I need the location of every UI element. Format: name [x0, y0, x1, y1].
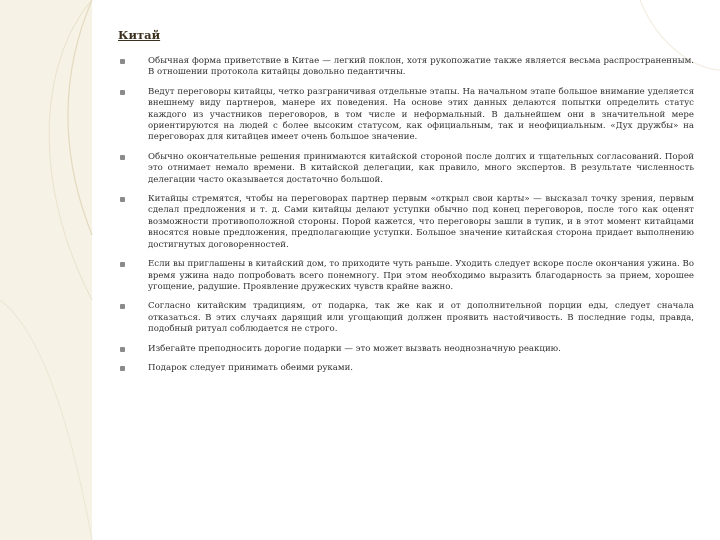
bullet-icon: [120, 262, 125, 267]
list-item-text: Обычно окончательные решения принимаются китайской стороной после долгих и тщательных согласований. Порой это отнимает немало времени. В китайской делегации, как правило, много экспертов. В результате численность делегации часто оказывается достаточно большой.: [148, 151, 694, 185]
list-item: [118, 363, 694, 374]
bullet-icon: [120, 304, 125, 309]
list-item-text: Ведут переговоры китайцы, четко разграничивая отдельные этапы. На начальном этапе большое внимание уделяется внешнему виду партнеров, манере их поведения. На основе этих данных делаются попытки определить статус каждого из участников переговоров, в том числе и неформальный. В дальнейшем они в значительной мере ориентируются на людей с более высоким статусом, как официальным, так и неофициальным. «Дух дружбы» на переговорах для китайцев имеет очень большое значение.: [148, 86, 694, 143]
bullet-icon: [120, 197, 125, 202]
curve-line-3: [0, 300, 92, 540]
list-item-text: Избегайте преподносить дорогие подарки — это может вызвать неоднозначную реакцию.: [148, 343, 561, 354]
list-item: [118, 344, 694, 355]
bullet-list: [118, 56, 694, 374]
curve-line-1: [68, 0, 92, 235]
list-item-text: Китайцы стремятся, чтобы на переговорах партнер первым «открыл свои карты» — высказал точку зрения, первым сделал предложения и т. д. Сами китайцы делают уступки обычно под конец переговоров, после того как оценят возможности противоположной стороны. Порой кажется, что переговоры зашли в тупик, и в этот момент китайцами вносятся новые предложения, предполагающие уступки. Большое значение китайская сторона придает выполнению достигнутых договоренностей.: [148, 194, 694, 250]
bullet-icon: [120, 155, 125, 160]
slide-title: Китай: [118, 28, 161, 42]
bullet-icon: [120, 366, 125, 371]
list-item: [118, 56, 694, 79]
list-item-text: Согласно китайским традициям, от подарка, так же как и от дополнительной порции еды, следует сначала отказаться. В этих случаях дарящий или угощающий должен проявить настойчивость. В последние годы, правда, подобный ритуал соблюдается не строго.: [148, 301, 694, 335]
list-item: [118, 301, 694, 335]
list-item: [118, 194, 694, 251]
list-item: [118, 87, 694, 144]
list-item: [118, 259, 694, 293]
bullet-icon: [120, 90, 125, 95]
list-item-text: Если вы приглашены в китайский дом, то приходите чуть раньше. Уходить следует вскоре после окончания ужина. Во время ужина надо попробовать всего понемногу. При этом необходимо выразить благодарность за прием, хорошее угощение, радушие. Проявление дружеских чувств крайне важно.: [148, 259, 694, 292]
curve-line-2: [49, 0, 92, 300]
list-item-text: Подарок следует принимать обеими руками.: [148, 362, 354, 373]
bullet-icon: [120, 347, 125, 352]
bullet-icon: [120, 59, 125, 64]
list-item-text: Обычная форма приветствие в Китае — легкий поклон, хотя рукопожатие также является весьма распространенным. В отношении протокола китайцы довольно педантичны.: [148, 56, 694, 78]
left-band: [0, 0, 92, 540]
list-item: [118, 152, 694, 186]
